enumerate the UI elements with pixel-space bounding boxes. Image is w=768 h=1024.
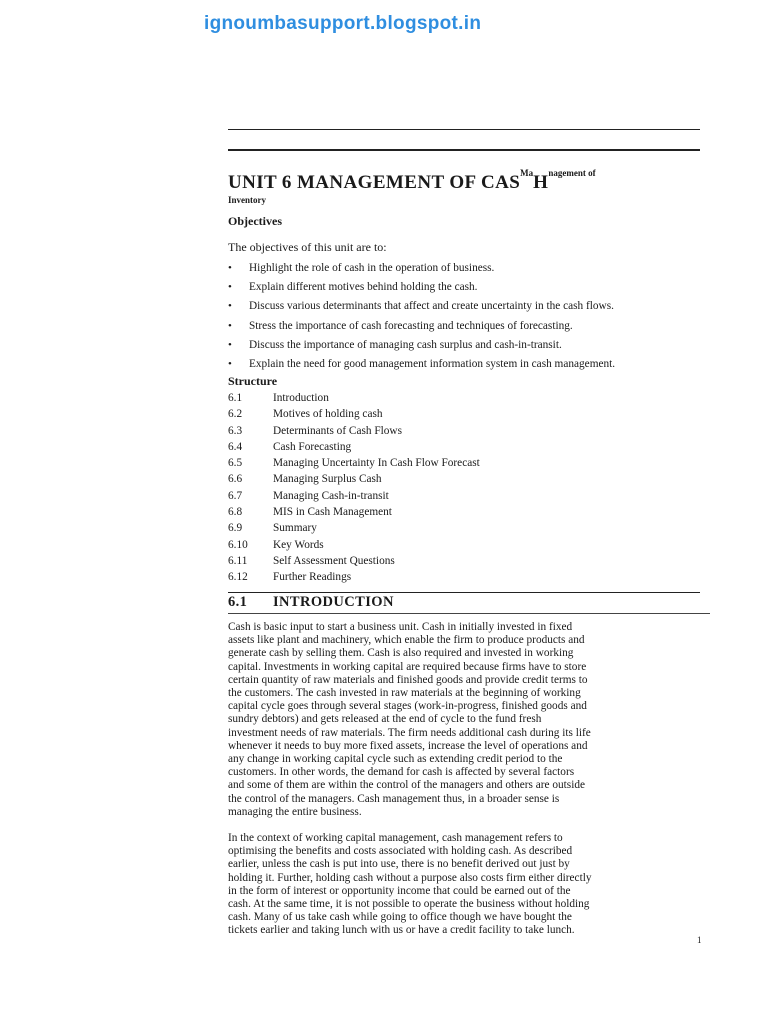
top-rule: [228, 129, 700, 130]
paragraph-line: the control of the managers. Cash management thus, in a broader sense is: [228, 792, 560, 805]
paragraph-line: tickets earlier and taking lunch with us or have a credit facility to take lunch.: [228, 924, 575, 937]
structure-list: [228, 391, 480, 587]
top-rule-thick: [228, 149, 700, 151]
site-link[interactable]: ignoumbasupport.blogspot.in: [204, 13, 482, 34]
structure-item-number: 6.9: [228, 522, 243, 535]
section-rule-bottom: [228, 613, 710, 614]
structure-item-title: MIS in Cash Management: [273, 506, 392, 519]
structure-item-number: 6.5: [228, 457, 243, 470]
structure-item-number: 6.10: [228, 538, 248, 551]
objective-item: [228, 338, 708, 357]
paragraph-line: optimising the benefits and costs associated with holding cash. As described: [228, 845, 573, 858]
paragraph-line: investment needs of raw materials. The firm needs additional cash during its life: [228, 726, 591, 739]
section-title: INTRODUCTION: [273, 594, 394, 610]
page-number: 1: [697, 935, 702, 945]
paragraph-line: Cash is basic input to start a business unit. Cash in initially invested in fixed: [228, 621, 573, 633]
structure-item-title: Key Words: [273, 538, 324, 551]
structure-item-title: Motives of holding cash: [273, 408, 383, 421]
section-heading-introduction: [228, 594, 394, 611]
introduction-paragraph-2: [228, 832, 698, 938]
structure-item-number: 6.4: [228, 440, 243, 453]
objectives-intro: The objectives of this unit are to:: [228, 240, 387, 254]
paragraph-line: holding it. Further, holding cash without a purpose also costs firm either directly: [228, 871, 592, 884]
structure-item: [228, 440, 480, 456]
structure-item: [228, 407, 480, 423]
paragraph-line: any change in working capital cycle such as extending credit period to the: [228, 753, 563, 766]
structure-item-number: 6.7: [228, 489, 243, 502]
structure-item: [228, 554, 480, 570]
bullet-icon: •: [228, 338, 232, 351]
structure-item-number: 6.3: [228, 424, 243, 437]
bullet-icon: •: [228, 281, 232, 294]
paragraph-line: In the context of working capital management, cash management refers to: [228, 832, 563, 844]
introduction-paragraph-1: [228, 621, 698, 819]
structure-heading: Structure: [228, 374, 278, 388]
objective-text: Highlight the role of cash in the operation of business.: [249, 262, 495, 274]
structure-item: [228, 424, 480, 440]
paragraph-line: generate cash by selling them. Cash is also required and invested in working: [228, 647, 574, 660]
paragraph-line: capital. Investments in working capital are required because firms have to store: [228, 660, 587, 673]
objectives-heading: Objectives: [228, 214, 282, 228]
structure-item-number: 6.1: [228, 392, 243, 404]
unit-title-sup-1: Ma: [520, 167, 534, 178]
structure-item-title: Managing Cash-in-transit: [273, 489, 389, 502]
structure-item: [228, 570, 480, 586]
objectives-list: [228, 261, 708, 376]
objective-item: [228, 280, 708, 299]
paragraph-line: the customers. The cash invested in raw materials at the beginning of working: [228, 687, 581, 700]
objective-text: Explain different motives behind holding the cash.: [249, 281, 478, 294]
bullet-icon: •: [228, 319, 232, 332]
paragraph-line: cash. At the same time, it is not possible to operate the business without holding: [228, 898, 590, 911]
paragraph-line: sundry debtors) and gets released at the end of cycle to the fund fresh: [228, 713, 542, 726]
structure-item-number: 6.6: [228, 473, 243, 486]
structure-item-number: 6.11: [228, 554, 248, 567]
unit-title-sup-2: nagement of: [548, 167, 596, 178]
structure-item-title: Further Readings: [273, 571, 352, 584]
structure-item: [228, 472, 480, 488]
structure-item-title: Cash Forecasting: [273, 440, 352, 453]
paragraph-line: cash. Many of us take cash while going to office though we have bought the: [228, 911, 572, 924]
structure-item-title: Determinants of Cash Flows: [273, 424, 402, 437]
unit-title: [228, 167, 708, 194]
bullet-icon: •: [228, 357, 232, 370]
structure-item-number: 6.2: [228, 408, 243, 421]
bullet-icon: •: [228, 262, 232, 274]
unit-subtitle: Inventory: [228, 195, 266, 205]
unit-title-letter: H: [533, 172, 549, 193]
structure-item-title: Introduction: [273, 392, 329, 404]
objective-text: Stress the importance of cash forecasting and techniques of forecasting.: [249, 319, 573, 332]
structure-item-title: Self Assessment Questions: [273, 554, 395, 567]
objective-item: [228, 357, 708, 376]
objective-item: [228, 261, 708, 280]
structure-item-title: Managing Surplus Cash: [273, 473, 382, 486]
paragraph-line: customers. In other words, the demand for cash is affected by several factors: [228, 766, 575, 779]
paragraph-line: and some of them are within the control of the managers and others are outside: [228, 779, 585, 792]
objective-item: [228, 299, 708, 318]
structure-item: [228, 489, 480, 505]
paragraph-line: assets like plant and machinery, which enable the firm to produce products and: [228, 634, 585, 647]
objective-text: Explain the need for good management information system in cash management.: [249, 357, 616, 370]
objective-text: Discuss various determinants that affect and create uncertainty in the cash flows.: [249, 300, 614, 313]
unit-title-text: UNIT 6 MANAGEMENT OF CAS: [228, 172, 521, 193]
paragraph-line: certain quantity of raw materials and finished goods and provide credit terms to: [228, 673, 588, 686]
paragraph-line: earlier, unless the cash is put into use, there is no benefit derived out just by: [228, 858, 570, 871]
structure-item: [228, 505, 480, 521]
paragraph-line: capital cycle goes through several stages (work-in-progress, finished goods and: [228, 700, 587, 713]
objective-item: [228, 319, 708, 338]
paragraph-line: managing the entire business.: [228, 805, 362, 818]
structure-item: [228, 521, 480, 537]
objective-text: Discuss the importance of managing cash surplus and cash-in-transit.: [249, 338, 562, 351]
structure-item-title: Managing Uncertainty In Cash Flow Forecast: [273, 457, 480, 470]
structure-item: [228, 538, 480, 554]
section-rule-top: [228, 592, 700, 593]
structure-item-number: 6.12: [228, 571, 248, 584]
bullet-icon: •: [228, 300, 232, 313]
paragraph-line: whenever it needs to buy more fixed assets, increase the level of operations and: [228, 739, 588, 752]
structure-item: [228, 391, 480, 407]
structure-item-title: Summary: [273, 522, 317, 535]
structure-item: [228, 456, 480, 472]
paragraph-line: in the form of interest or opportunity income that could be earned out of the: [228, 884, 571, 897]
section-number: 6.1: [228, 594, 248, 610]
structure-item-number: 6.8: [228, 506, 243, 519]
